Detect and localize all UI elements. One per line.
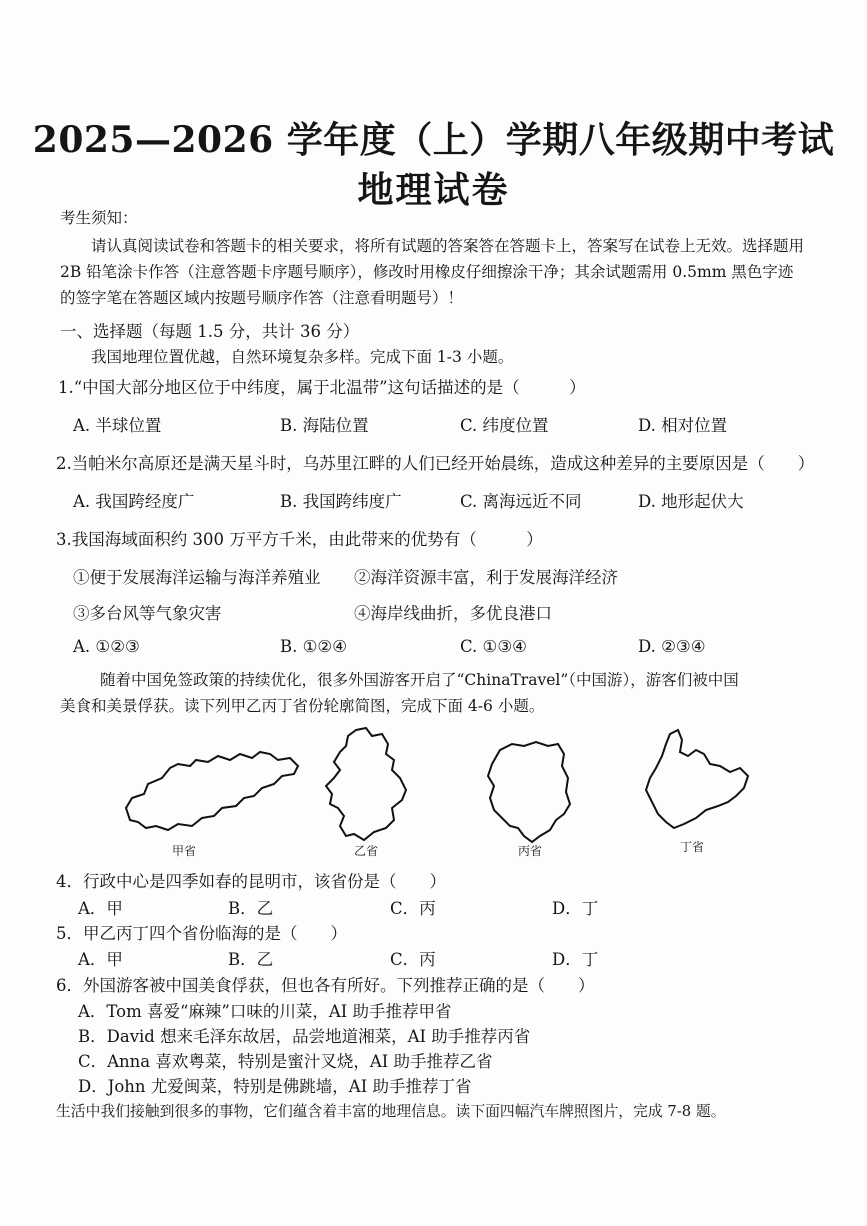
- intro-7-8: 生活中我们接触到很多的事物，它们蕴含着丰富的地理信息。读下面四幅汽车牌照图片，完成 7-8 题。: [56, 1103, 726, 1120]
- q6-option-b: B．David 想来毛泽东故居，品尝地道湘菜，AI 助手推荐丙省: [78, 1027, 531, 1046]
- q6-option-d: D．John 尤爱闽菜，特别是佛跳墙，AI 助手推荐丁省: [78, 1077, 472, 1096]
- q3-item-4: ④海岸线曲折，多优良港口: [354, 604, 552, 623]
- question-4-stem: 4．行政中心是四季如春的昆明市，该省份是（ ）: [56, 872, 446, 891]
- question-5-stem: 5．甲乙丙丁四个省份临海的是（ ）: [56, 924, 347, 943]
- q1-option-a: A. 半球位置: [73, 416, 162, 435]
- q2-option-d: D. 地形起伏大: [638, 492, 744, 511]
- q5-option-a: A．甲: [78, 950, 123, 969]
- province-outline-ding-icon: [640, 726, 760, 838]
- q5-option-c: C．丙: [390, 950, 436, 969]
- q3-option-b: B. ①②④: [280, 637, 347, 656]
- q3-item-1: ①便于发展海洋运输与海洋养殖业: [73, 568, 321, 587]
- q6-option-c: C．Anna 喜欢粤菜，特别是蜜汁叉烧，AI 助手推荐乙省: [78, 1052, 493, 1071]
- province-outline-jia-icon: [118, 746, 308, 836]
- q1-option-d: D. 相对位置: [638, 416, 728, 435]
- q4-option-a: A．甲: [78, 899, 123, 918]
- question-2-stem: 2.当帕米尔高原还是满天星斗时，乌苏里江畔的人们已经开始晨练，造成这种差异的主要原因是（ ）: [56, 454, 815, 473]
- q3-item-2: ②海洋资源丰富，利于发展海洋经济: [354, 568, 618, 587]
- q3-option-d: D. ②③④: [638, 637, 706, 656]
- map-label-jia: 甲省: [172, 844, 197, 858]
- notice-text: 请认真阅读试卷和答题卡的相关要求，将所有试题的答案答在答题卡上，答案写在试卷上无效。选择题用 2B 铅笔涂卡作答（注意答题卡序题号顺序），修改时用橡皮仔细擦涂干净；其余试题需用 0.5mm 黑色字迹的签字笔在答题区域内按题号顺序作答（注意看明题号）！: [60, 237, 805, 307]
- q4-option-d: D．丁: [552, 899, 599, 918]
- q5-option-d: D．丁: [552, 950, 599, 969]
- exam-title: 2025—2026 学年度（上）学期八年级期中考试: [32, 119, 835, 161]
- q2-option-c: C. 离海远近不同: [460, 492, 582, 511]
- q4-option-b: B．乙: [228, 899, 274, 918]
- intro-1-3: 我国地理位置优越，自然环境复杂多样。完成下面 1-3 小题。: [91, 348, 514, 366]
- province-outline-yi-icon: [316, 724, 416, 844]
- question-3-stem: 3.我国海域面积约 300 万平方千米，由此带来的优势有（ ）: [56, 530, 543, 549]
- q2-option-b: B. 我国跨纬度广: [280, 492, 402, 511]
- map-label-bing: 丙省: [518, 844, 543, 858]
- intro-4-6-line2: 美食和美景俘获。读下列甲乙丙丁省份轮廓简图，完成下面 4-6 小题。: [60, 697, 545, 715]
- q3-option-c: C. ①③④: [460, 637, 527, 656]
- map-label-yi: 乙省: [354, 844, 379, 858]
- q4-option-c: C．丙: [390, 899, 436, 918]
- question-6-stem: 6．外国游客被中国美食俘获，但也各有所好。下列推荐正确的是（ ）: [56, 976, 595, 995]
- section-title: 一、选择题（每题 1.5 分，共计 36 分）: [60, 322, 360, 341]
- intro-4-6-line1: 随着中国免签政策的持续优化，很多外国游客开启了“ChinaTravel”（中国游），游客们被中国: [100, 671, 739, 689]
- q6-option-a: A．Tom 喜爱“麻辣”口味的川菜，AI 助手推荐甲省: [78, 1002, 452, 1021]
- q5-option-b: B．乙: [228, 950, 274, 969]
- q3-item-3: ③多台风等气象灾害: [73, 604, 222, 623]
- map-label-ding: 丁省: [680, 840, 705, 854]
- q1-option-c: C. 纬度位置: [460, 416, 549, 435]
- question-1-stem: 1.“中国大部分地区位于中纬度，属于北温带”这句话描述的是（ ）: [58, 378, 586, 397]
- notice-heading: 考生须知：: [60, 209, 138, 227]
- q2-option-a: A. 我国跨经度广: [73, 492, 195, 511]
- exam-subject-title: 地理试卷: [357, 169, 510, 211]
- q1-option-b: B. 海陆位置: [280, 416, 369, 435]
- province-outline-bing-icon: [480, 736, 580, 846]
- q3-option-a: A. ①②③: [73, 637, 140, 656]
